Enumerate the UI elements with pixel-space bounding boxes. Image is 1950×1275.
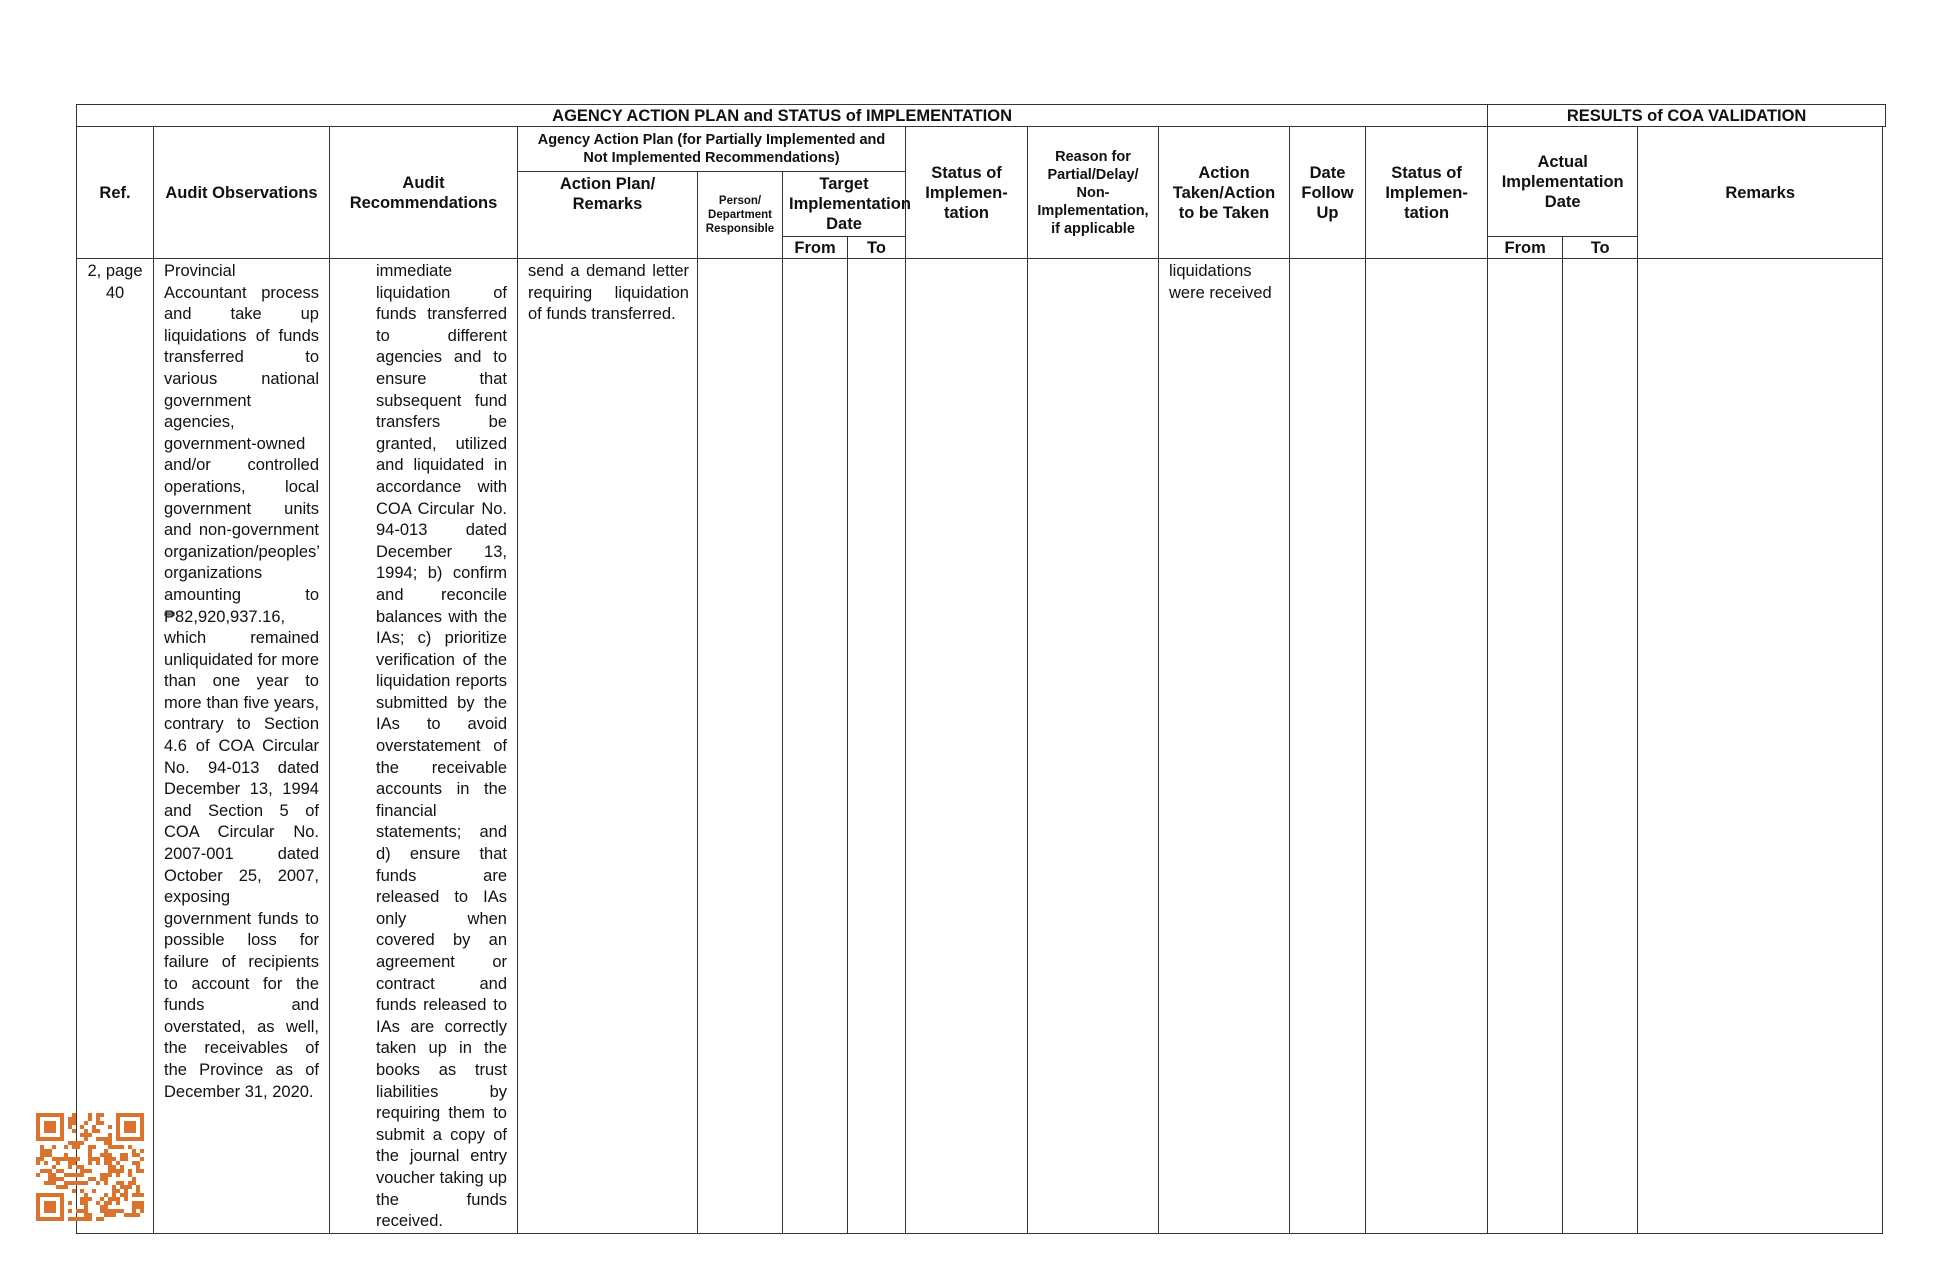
header-actual-from: From	[1488, 237, 1563, 259]
title-agency-action-plan: AGENCY ACTION PLAN and STATUS of IMPLEMENTATION	[77, 105, 1488, 127]
cell-status-coa	[1366, 259, 1488, 1234]
cell-ref: 2, page 40	[77, 259, 154, 1234]
cell-actual-from	[1488, 259, 1563, 1234]
header-action-taken: Action Taken/Action to be Taken	[1159, 127, 1290, 259]
header-audit-recommendations: Audit Recommendations	[330, 127, 518, 259]
header-action-plan-remarks: Action Plan/ Remarks	[518, 172, 698, 259]
header-person-responsible: Person/ Department Responsible	[698, 172, 783, 259]
header-agency-action-plan: Agency Action Plan (for Partially Implemented and Not Implemented Recommendations)	[518, 127, 906, 172]
qr-code-graphic	[36, 1113, 144, 1221]
cell-remarks	[1638, 259, 1883, 1234]
header-audit-observations: Audit Observations	[154, 127, 330, 259]
header-ref: Ref.	[77, 127, 154, 259]
header-target-date: Target Implementation Date	[783, 172, 906, 237]
header-target-from: From	[783, 237, 848, 259]
cell-actual-to	[1563, 259, 1638, 1234]
cell-action-plan: send a demand letter requiring liquidation of funds transferred.	[518, 259, 698, 1234]
cell-target-from	[783, 259, 848, 1234]
header-reason: Reason for Partial/Delay/ Non-Implementation, if applicable	[1028, 127, 1159, 259]
cell-target-to	[848, 259, 906, 1234]
table-row	[77, 259, 1886, 1234]
cell-person-responsible	[698, 259, 783, 1234]
cell-action-taken: liquidations were received	[1159, 259, 1290, 1234]
header-actual-to: To	[1563, 237, 1638, 259]
action-plan-table	[76, 104, 1886, 1234]
title-coa-validation: RESULTS of COA VALIDATION	[1488, 105, 1886, 127]
header-target-to: To	[848, 237, 906, 259]
header-status-of-implementation-coa: Status of Implemen-tation	[1366, 127, 1488, 259]
header-actual-implementation-date: Actual Implementation Date	[1488, 127, 1638, 237]
header-remarks: Remarks	[1638, 127, 1883, 259]
cell-audit-recommendation: immediate liquidation of funds transferred to different agencies and to ensure that subsequent fund transfers be granted, utilized and liquidated in accordance with COA Circular No. 94-013 dated December 13, 1994; b) confirm and reconcile balances with the IAs; c) prioritize verification of the liquidation reports submitted by the IAs to avoid overstatement of the receivable accounts in the financial statements; and d) ensure that funds are released to IAs only when covered by an agreement or contract and funds released to IAs are correctly taken up in the books as trust liabilities by requiring them to submit a copy of the journal entry voucher taking up the funds received.	[330, 259, 518, 1234]
cell-date-follow-up	[1290, 259, 1366, 1234]
qr-code-icon	[36, 1113, 144, 1221]
header-status-of-implementation: Status of Implemen-tation	[906, 127, 1028, 259]
cell-audit-observation: Provincial Accountant process and take up liquidations of funds transferred to various national government agencies, government-owned and/or controlled operations, local government units and non-government organization/peoples’ organizations amounting to ₱82,920,937.16, which remained unliquidated for more than one year to more than five years, contrary to Section 4.6 of COA Circular No. 94-013 dated December 13, 1994 and Section 5 of COA Circular No. 2007-001 dated October 25, 2007, exposing government funds to possible loss for failure of recipients to account for the funds and overstated, as well, the receivables of the Province as of December 31, 2020.	[154, 259, 330, 1234]
cell-status	[906, 259, 1028, 1234]
header-date-follow-up: Date Follow Up	[1290, 127, 1366, 259]
cell-reason	[1028, 259, 1159, 1234]
